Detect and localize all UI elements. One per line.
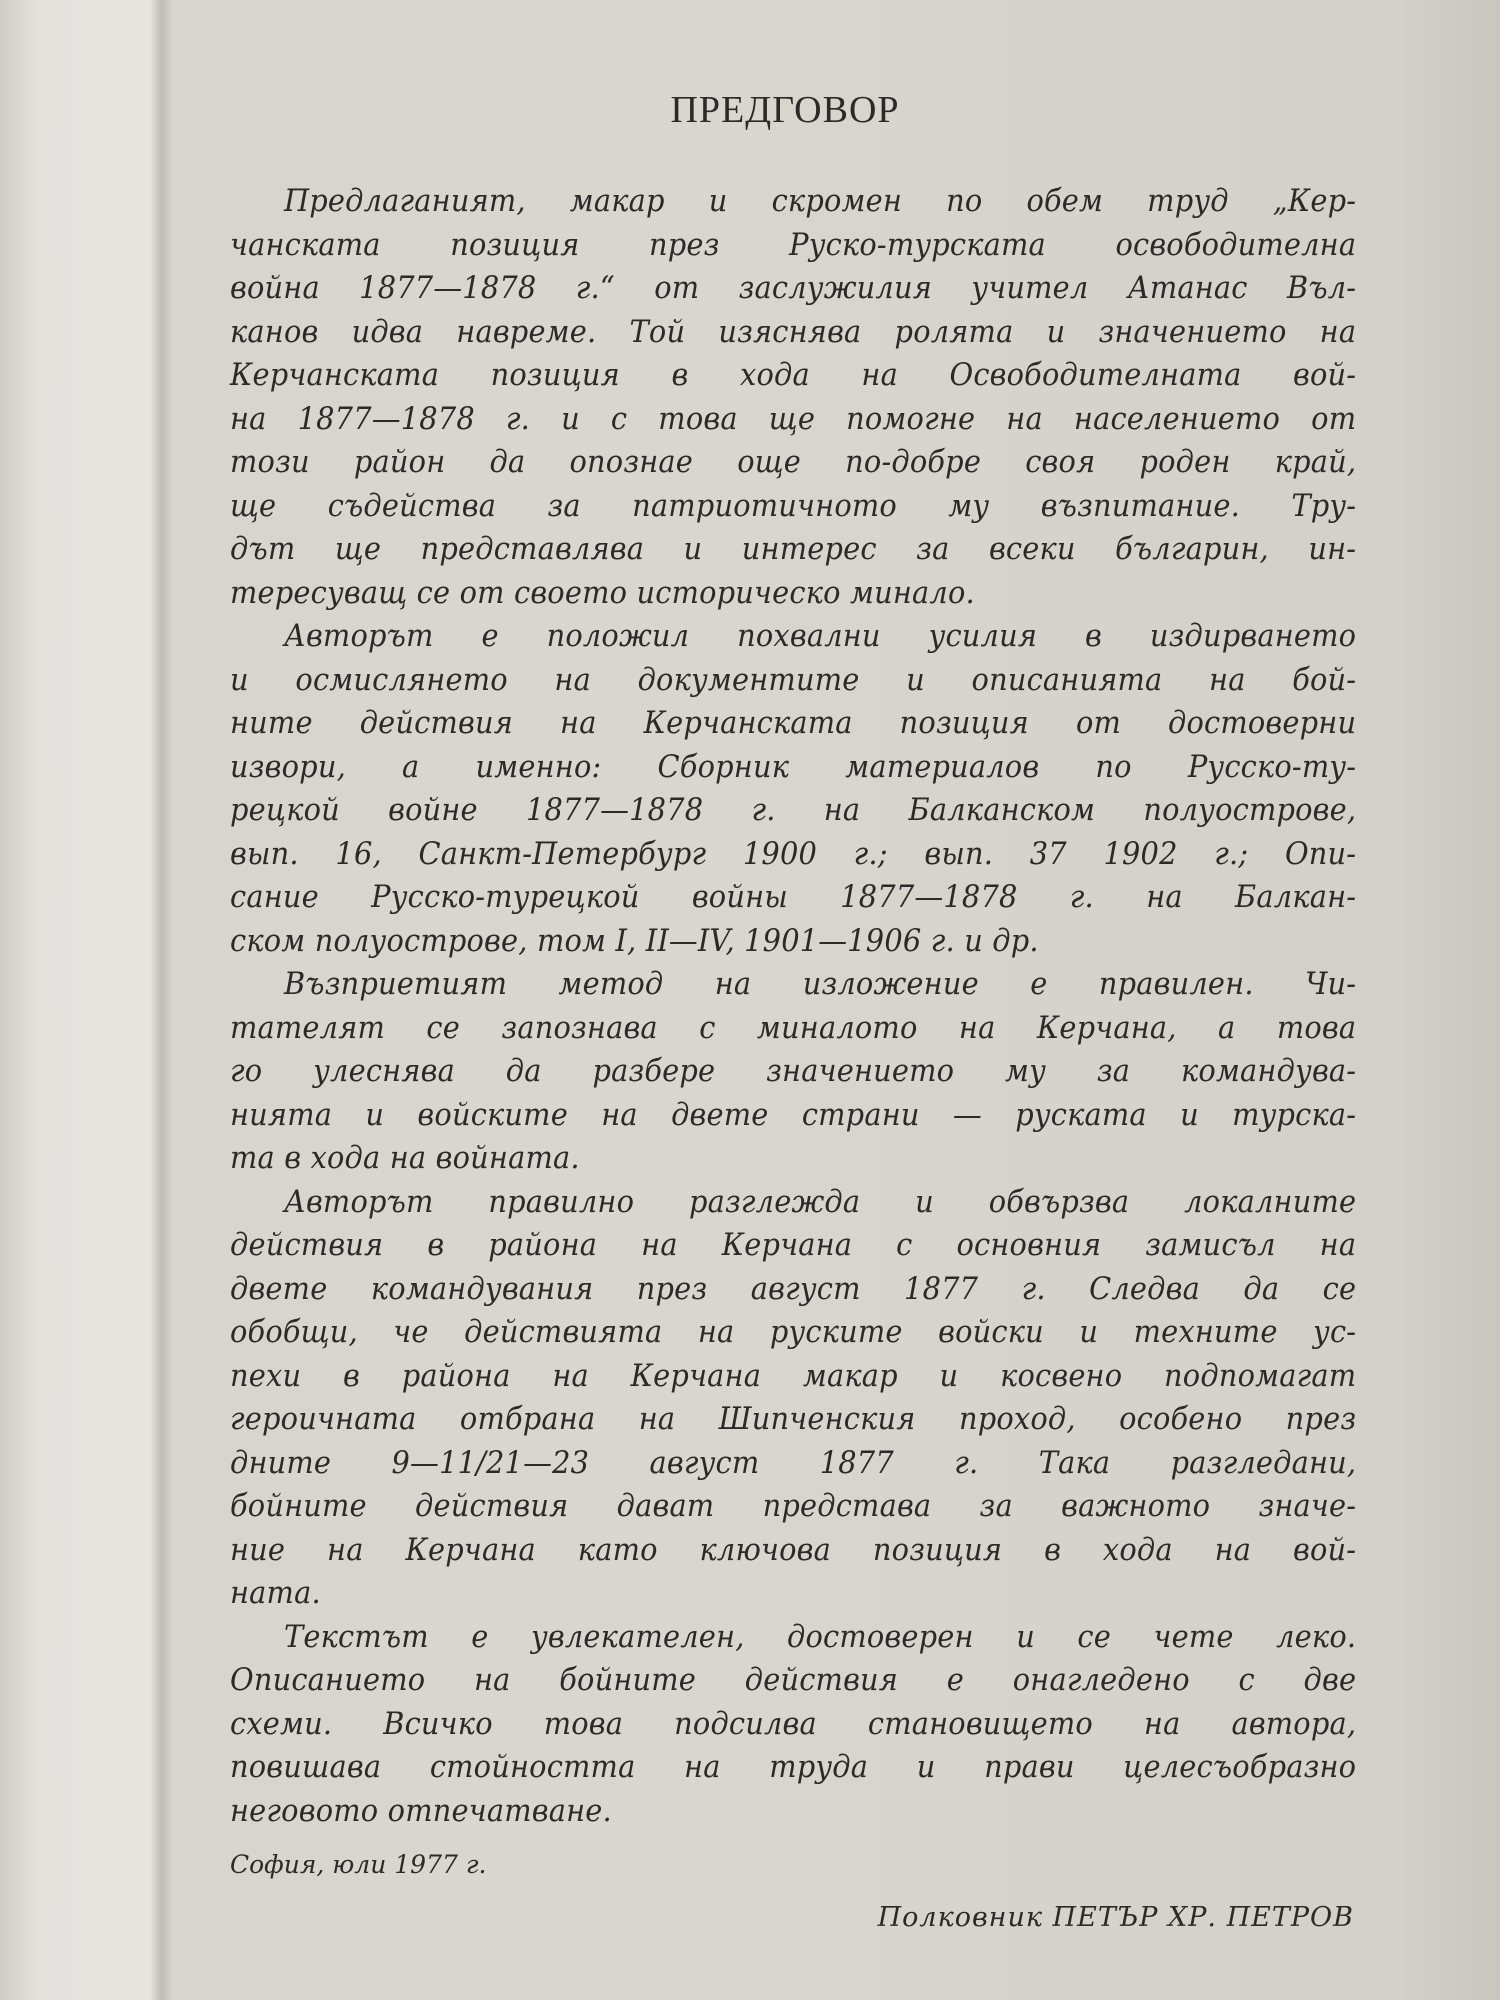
text-line: героичната отбрана на Шипченския проход, особено през <box>230 1401 1357 1437</box>
text-line: пехи в района на Керчана макар и косвено подпомагат <box>230 1357 1357 1394</box>
paragraph <box>230 180 1356 615</box>
paragraph <box>230 1616 1356 1834</box>
text-line: на 1877—1878 г. и с това ще помогне на населението от <box>230 400 1357 437</box>
text-line: схеми. Всичко това подсилва становището на автора, <box>230 1705 1357 1742</box>
text-line: този район да опознае още по-добре своя роден край, <box>230 444 1357 480</box>
text-line: вып. 16, Санкт-Петербург 1900 г.; вып. 37 1902 г.; Опи- <box>230 835 1357 872</box>
text-line: ната. <box>230 1575 321 1611</box>
text-line: неговото отпечатване. <box>230 1792 612 1829</box>
text-line: и осмислянето на документите и описанията на бой- <box>230 661 1357 698</box>
paragraph <box>230 963 1356 1181</box>
text-line: нията и войските на двете страни — руската и турска- <box>230 1096 1357 1133</box>
text-line: ще съдейства за патриотичното му възпитание. Тру- <box>230 487 1357 524</box>
text-line: обобщи, че действията на руските войски и техните ус- <box>230 1314 1357 1350</box>
place-date: София, юли 1977 г. <box>230 1850 487 1879</box>
text-line: Текстът е увлекателен, достоверен и се чете леко. <box>283 1618 1357 1655</box>
text-line: сание Русско-турецкой войны 1877—1878 г. на Балкан- <box>230 879 1357 915</box>
text-line: действия в района на Керчана с основния замисъл на <box>230 1227 1357 1263</box>
text-line: извори, а именно: Сборник материалов по Русско-ту- <box>230 748 1357 785</box>
text-line: двете командувания през август 1877 г. Следва да се <box>230 1270 1357 1307</box>
paragraph <box>230 1181 1356 1616</box>
text-line: Предлаганият, макар и скромен по обем труд „Кер- <box>283 183 1357 219</box>
text-line: тересуващ се от своето историческо минало. <box>230 574 975 611</box>
text-line: тателят се запознава с миналото на Керчана, а това <box>230 1009 1357 1046</box>
text-line: дните 9—11/21—23 август 1877 г. Така разгледани, <box>230 1444 1357 1481</box>
paragraph <box>230 615 1356 963</box>
text-line: Авторът е положил похвални усилия в издирването <box>283 618 1357 654</box>
text-line: бойните действия дават представа за важното значе- <box>230 1488 1357 1524</box>
preface-body <box>230 180 1356 1833</box>
text-line: ском полуострове, том I, II—IV, 1901—1906 г. и др. <box>230 922 1039 959</box>
text-line: канов идва навреме. Той изяснява ролята и значението на <box>230 313 1357 350</box>
text-line: повишава стойността на труда и прави целесъобразно <box>230 1749 1357 1785</box>
text-line: Описанието на бойните действия е онагледено с две <box>230 1662 1357 1698</box>
text-line: война 1877—1878 г.“ от заслужилия учител Атанас Въл- <box>230 270 1357 306</box>
page-title: ПРЕДГОВОР <box>670 89 900 131</box>
text-line: дът ще представлява и интерес за всеки българин, ин- <box>230 531 1357 567</box>
text-line: ние на Керчана като ключова позиция в хода на вой- <box>230 1531 1357 1568</box>
text-line: го улеснява да разбере значението му за командува- <box>230 1053 1357 1089</box>
text-line: рецкой войне 1877—1878 г. на Балканском полуострове, <box>230 792 1357 828</box>
text-line: ните действия на Керчанската позиция от достоверни <box>230 705 1357 741</box>
text-line: чанската позиция през Руско-турската освободителна <box>230 226 1357 263</box>
signature: Полковник ПЕТЪР ХР. ПЕТРОВ <box>877 1902 1354 1933</box>
text-line: та в хода на войната. <box>230 1140 580 1176</box>
text-line: Керчанската позиция в хода на Освободителната вой- <box>230 357 1357 393</box>
text-line: Авторът правилно разглежда и обвързва локалните <box>283 1183 1357 1220</box>
text-line: Възприетият метод на изложение е правилен. Чи- <box>283 966 1357 1002</box>
